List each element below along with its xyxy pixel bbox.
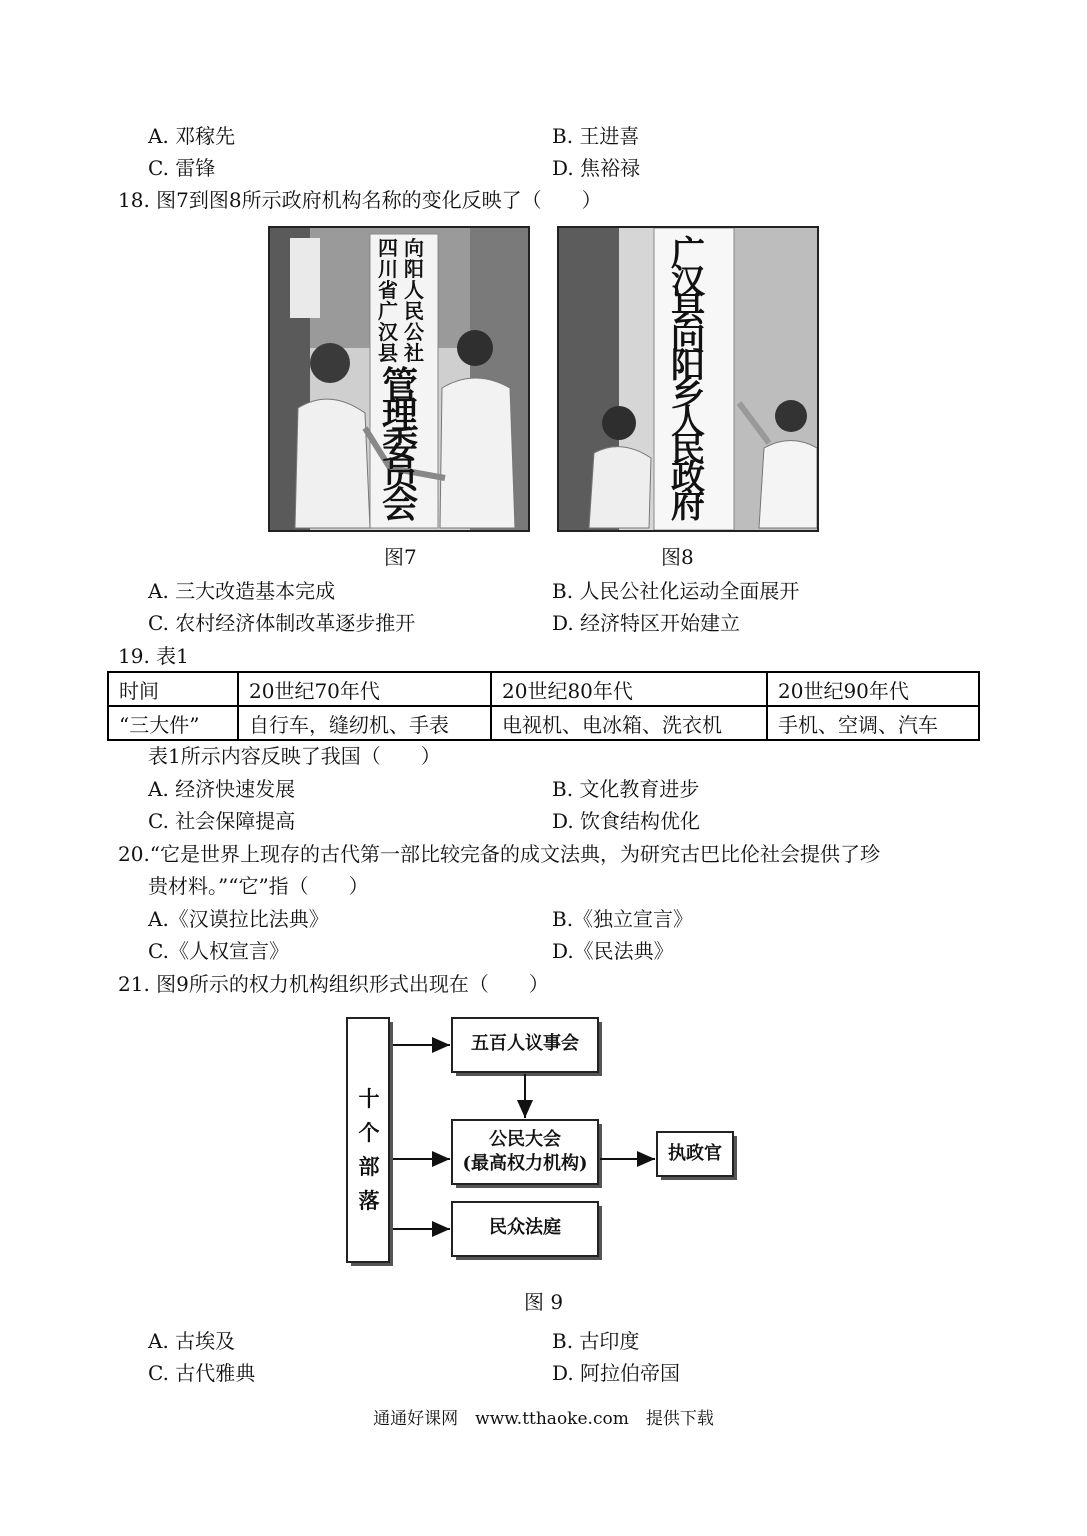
q21-option-b: B. 古印度	[552, 1329, 640, 1353]
table-header-cell: 20世纪70年代	[238, 672, 491, 706]
q19-stem: 19. 表1	[118, 644, 189, 668]
diagram-archon-label: 执政官	[668, 1143, 722, 1164]
q20-option-b: B.《独立宣言》	[552, 907, 694, 931]
diagram-ten-tribes-char: 落	[358, 1188, 380, 1213]
q19-question: 表1所示内容反映了我国（ ）	[148, 744, 441, 768]
figure-7-photo	[268, 226, 530, 532]
q19-option-c: C. 社会保障提高	[148, 809, 296, 833]
q18-option-c: C. 农村经济体制改革逐步推开	[148, 611, 416, 635]
diagram-ten-tribes-box	[358, 1082, 380, 1218]
q21-option-c: C. 古代雅典	[148, 1361, 256, 1385]
table-1	[107, 671, 980, 741]
diagram-assembly-label: 公民大会	[489, 1129, 561, 1150]
figure-7-caption: 图7	[384, 545, 417, 569]
table-header-cell: 时间	[108, 672, 238, 706]
q20-option-d: D.《民法典》	[552, 939, 674, 963]
diagram-court-label: 民众法庭	[489, 1217, 561, 1238]
figure-7-sign-big: 管理委员会	[382, 364, 419, 526]
figure-7-sign-col2: 四川省广汉县	[378, 236, 398, 365]
diagram-ten-tribes-char: 个	[358, 1120, 380, 1145]
table-header-cell: 20世纪80年代	[491, 672, 767, 706]
table-cell: 电视机、电冰箱、洗衣机	[491, 706, 767, 740]
q18-option-b: B. 人民公社化运动全面展开	[552, 579, 800, 603]
table-row	[108, 706, 979, 740]
table-header-row	[108, 672, 979, 706]
figure-8-caption: 图8	[661, 545, 694, 569]
q17-option-c: C. 雷锋	[148, 156, 216, 180]
q17-option-d: D. 焦裕禄	[552, 156, 641, 180]
figure-7-sign-col1: 向阳人民公社	[404, 236, 424, 365]
diagram-ten-tribes-char: 部	[358, 1154, 380, 1179]
q21-option-d: D. 阿拉伯帝国	[552, 1361, 681, 1385]
q20-stem-line2: 贵材料。”“它”指（ ）	[148, 874, 369, 898]
diagram-assembly-sublabel: (最高权力机构)	[462, 1153, 588, 1174]
table-cell: 手机、空调、汽车	[767, 706, 979, 740]
figure-9-caption: 图 9	[524, 1290, 564, 1314]
q18-option-d: D. 经济特区开始建立	[552, 611, 741, 635]
table-header-cell: 20世纪90年代	[767, 672, 979, 706]
q18-stem: 18. 图7到图8所示政府机构名称的变化反映了（ ）	[118, 188, 602, 212]
figure-9-diagram	[340, 1012, 750, 1270]
q17-option-a: A. 邓稼先	[148, 124, 236, 148]
q18-option-a: A. 三大改造基本完成	[148, 579, 336, 603]
table-cell: “三大件”	[108, 706, 238, 740]
q21-stem: 21. 图9所示的权力机构组织形式出现在（ ）	[118, 972, 549, 996]
q20-option-a: A.《汉谟拉比法典》	[148, 907, 329, 931]
q20-option-c: C.《人权宣言》	[148, 939, 289, 963]
figure-8-photo	[557, 226, 819, 532]
q20-stem-line1: 20.“它是世界上现存的古代第一部比较完备的成文法典，为研究古巴比伦社会提供了珍	[118, 842, 881, 866]
q19-option-d: D. 饮食结构优化	[552, 809, 701, 833]
diagram-council-label: 五百人议事会	[471, 1033, 579, 1054]
diagram-ten-tribes-char: 十	[358, 1086, 380, 1111]
q17-option-b: B. 王进喜	[552, 124, 640, 148]
table-cell: 自行车，缝纫机、手表	[238, 706, 491, 740]
page-footer: 通通好课网 www.tthaoke.com 提供下载	[373, 1409, 714, 1429]
figure-8-sign: 广汉县向阳乡人民政府	[671, 234, 705, 526]
q21-option-a: A. 古埃及	[148, 1329, 236, 1353]
q19-option-a: A. 经济快速发展	[148, 777, 296, 801]
q19-option-b: B. 文化教育进步	[552, 777, 700, 801]
